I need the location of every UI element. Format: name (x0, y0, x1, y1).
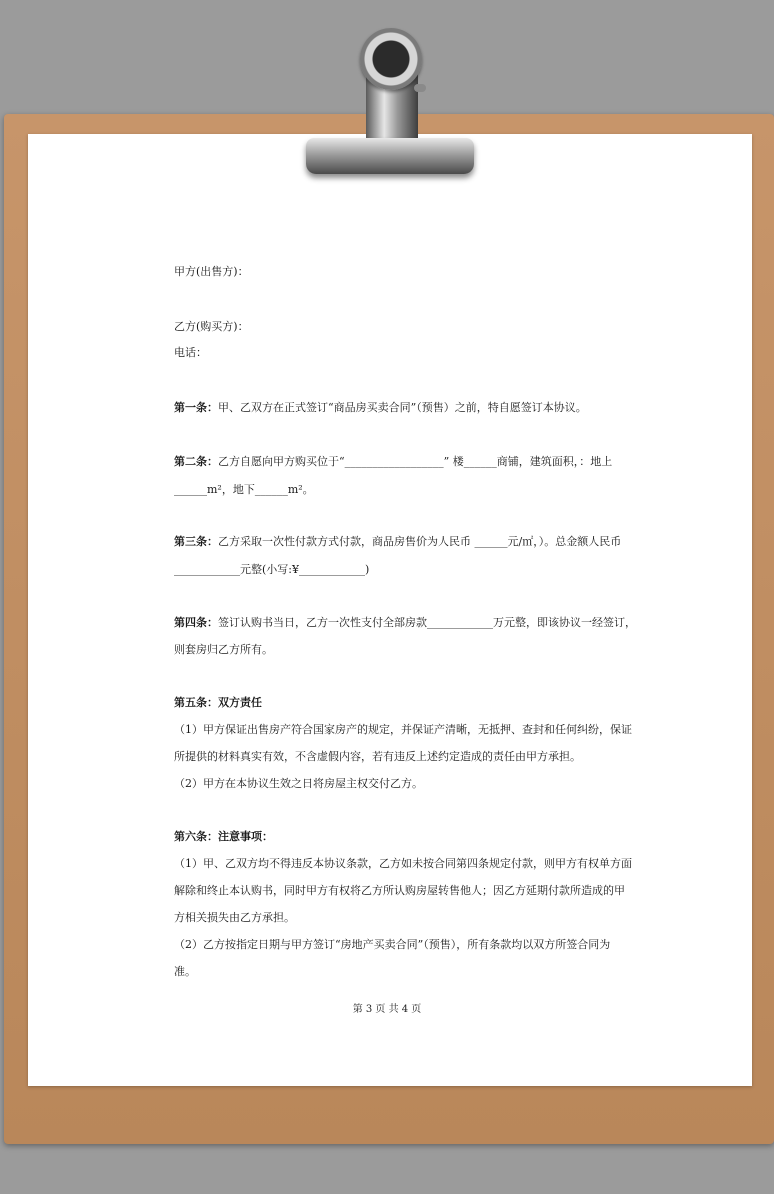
article-1: 第一条：甲、乙双方在正式签订“商品房买卖合同”（预售）之前，特自愿签订本协议。 (174, 401, 587, 414)
doc-line: 甲方(出售方)： (174, 265, 249, 278)
doc-line: ____________元整(小写:¥____________) (174, 563, 370, 576)
doc-line: ______m²，地下______m²。 (174, 483, 314, 496)
doc-line: （2）甲方在本协议生效之日将房屋主权交付乙方。 (174, 777, 423, 790)
article-3: 第三条：乙方采取一次性付款方式付款，商品房售价为人民币 ______元/㎡，）。总金额人民币 (174, 535, 622, 548)
doc-line: （1）甲方保证出售房产符合国家房产的规定，并保证产清晰，无抵押、查封和任何纠纷，保证 (174, 723, 632, 736)
doc-line: 方相关损失由乙方承担。 (174, 911, 295, 924)
clip-base (306, 138, 474, 174)
clip-ring-icon (360, 28, 422, 90)
doc-line: 解除和终止本认购书，同时甲方有权将乙方所认购房屋转售他人；因乙方延期付款所造成的甲 (174, 884, 625, 897)
article-4: 第四条：签订认购书当日，乙方一次性支付全部房款____________万元整，即该协议一经签订， (174, 616, 636, 629)
article-5: 第五条：双方责任 (174, 696, 262, 709)
doc-line: 则套房归乙方所有。 (174, 643, 273, 656)
doc-line: 所提供的材料真实有效，不含虚假内容，若有违反上述约定造成的责任由甲方承担。 (174, 750, 581, 763)
doc-line: （1）甲、乙双方均不得违反本协议条款，乙方如未按合同第四条规定付款，则甲方有权单方面 (174, 857, 632, 870)
article-6: 第六条：注意事项： (174, 830, 273, 843)
doc-line: 乙方(购买方)： (174, 320, 249, 333)
doc-line: 电话： (174, 346, 207, 359)
clip-rod (414, 84, 426, 92)
doc-line: （2）乙方按指定日期与甲方签订“房地产买卖合同”（预售），所有条款均以双方所签合同为 (174, 938, 611, 951)
page-footer: 第 3 页 共 4 页 (352, 1004, 422, 1015)
article-2: 第二条：乙方自愿向甲方购买位于“__________________” 楼______商铺，建筑面积，：地上 (174, 455, 613, 468)
doc-line: 准。 (174, 965, 196, 978)
